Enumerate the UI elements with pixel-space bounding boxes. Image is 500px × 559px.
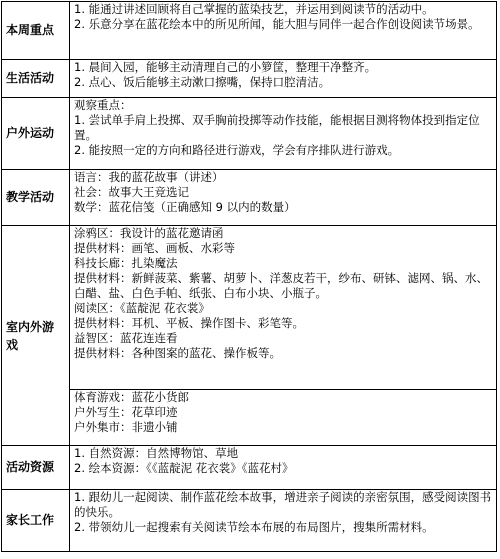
text-line: 2. 能按照一定的方向和路径进行游戏，学会有序排队进行游戏。 (74, 143, 400, 157)
row-header-teaching: 教学活动 (2, 170, 70, 226)
text-line: 2. 带领幼儿一起搜索有关阅读节绘本布展的布局图片，搜集所需材料。 (74, 520, 434, 534)
table-row (2, 98, 497, 170)
text-line: 2. 乐意分享在蓝花绘本中的所见所闻，能大胆与同伴一起合作创设阅读节场景。 (74, 17, 480, 31)
text-line: 数学：蓝花信笺（正确感知 9 以内的数量） (74, 200, 296, 214)
text-line: 提供材料：新鲜菠菜、紫薯、胡萝卜、洋葱皮若干，纱布、研钵、滤网、锅、水、白醋、盐、白色手帕、纸张、白布小块、小瓶子。 (74, 271, 488, 300)
row-content-outdoor (70, 98, 497, 170)
text-line: 提供材料：画笔、画板、水彩等 (74, 241, 235, 255)
row-header-resources: 活动资源 (2, 446, 70, 490)
text-line: 益智区：蓝花连连看 (74, 331, 178, 345)
text-line: 1. 晨间入园，能够主动清理自己的小箩筐，整理干净整齐。 (74, 60, 377, 74)
table-row (2, 60, 497, 98)
row-content-life (70, 60, 497, 98)
row-content-games-indoor (70, 226, 497, 390)
text-line: 1. 尝试单手肩上投掷、双手胸前投掷等动作技能，能根据目测将物体投到指定位置。 (74, 113, 480, 142)
text-line: 1. 跟幼儿一起阅读、制作蓝花绘本故事，增进亲子阅读的亲密氛围，感受阅读图书的快乐。 (74, 490, 492, 519)
text-line: 涂鸦区：我设计的蓝花邀请函 (74, 226, 224, 240)
weekly-plan-table (1, 1, 497, 552)
text-line: 观察重点： (74, 98, 132, 112)
text-line: 提供材料：耳机、平板、操作图卡、彩笔等。 (74, 316, 304, 330)
text-line: 社会：故事大王竞选记 (74, 185, 189, 199)
row-content-focus (70, 2, 497, 60)
text-line: 阅读区：《蓝靛泥 花衣裳》 (74, 301, 210, 315)
text-line: 提供材料：各种图案的蓝花、操作板等。 (74, 346, 281, 360)
text-line: 体育游戏：蓝花小货郎 (74, 390, 189, 404)
text-line: 科技长廊：扎染魔法 (74, 256, 178, 270)
row-content-games-outdoor (70, 390, 497, 446)
row-header-outdoor: 户外运动 (2, 98, 70, 170)
row-content-resources (70, 446, 497, 490)
table-row (2, 226, 497, 390)
row-header-games: 室内外游戏 (2, 226, 70, 446)
row-header-focus: 本周重点 (2, 2, 70, 60)
text-line: 2. 绘本资源：《《蓝靛泥 花衣裳》《蓝花村》 (74, 461, 294, 475)
table-row (2, 2, 497, 60)
row-header-life: 生活活动 (2, 60, 70, 98)
row-content-teaching (70, 170, 497, 226)
text-line: 1. 能通过讲述回顾将自己掌握的蓝染技艺，并运用到阅读节的活动中。 (74, 2, 434, 16)
text-line: 1. 自然资源：自然博物馆、草地 (74, 446, 239, 460)
text-line: 户外写生：花草印迹 (74, 405, 178, 419)
text-line: 户外集市：非遗小铺 (74, 420, 178, 434)
row-header-parents: 家长工作 (2, 490, 70, 552)
text-line: 2. 点心、饭后能够主动漱口擦嘴，保持口腔清洁。 (74, 75, 331, 89)
table-row (2, 170, 497, 226)
row-content-parents (70, 490, 497, 552)
table-row (2, 490, 497, 552)
text-line: 语言：我的蓝花故事（讲述） (74, 170, 224, 184)
table-row (2, 390, 497, 446)
table-row (2, 446, 497, 490)
